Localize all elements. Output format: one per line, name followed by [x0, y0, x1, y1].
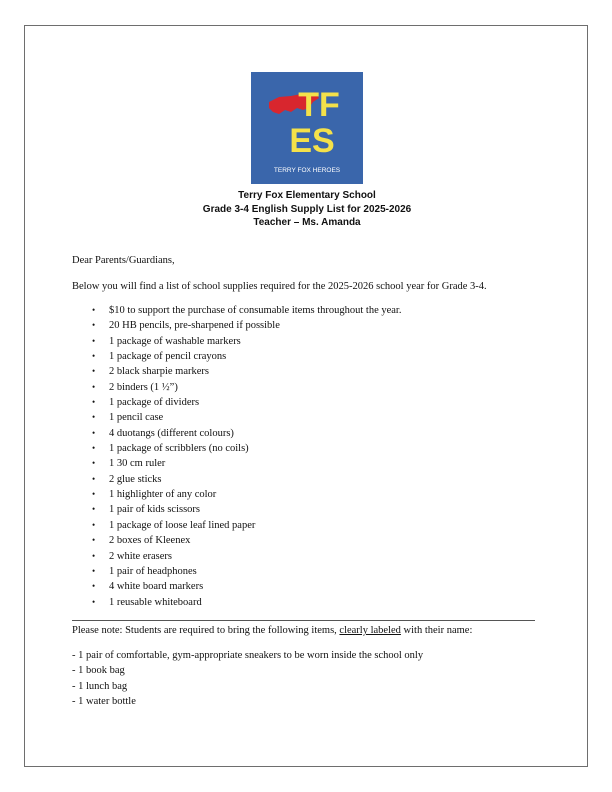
bullet-icon: •: [92, 320, 96, 331]
bullet-icon: •: [92, 550, 96, 561]
supply-item: [72, 303, 401, 318]
supply-item: [72, 549, 401, 564]
supply-item-text: 1 package of loose leaf lined paper: [109, 519, 256, 531]
list-title: Grade 3-4 English Supply List for 2025-2026: [202, 203, 412, 215]
required-item: - 1 water bottle: [72, 695, 136, 707]
supply-item-text: 2 black sharpie markers: [109, 366, 210, 378]
supply-item: [72, 380, 401, 395]
school-logo: [251, 72, 363, 184]
required-item: - 1 pair of comfortable, gym-appropriate sneakers to be worn inside the school only: [72, 650, 424, 661]
supply-item: [72, 364, 401, 379]
supply-item-text: 1 package of pencil crayons: [109, 351, 227, 363]
bullet-icon: •: [92, 565, 96, 576]
intro-paragraph: Below you will find a list of school supplies required for the 2025-2026 school year for Grade 3-4.: [72, 281, 487, 292]
divider-line: [72, 620, 535, 621]
supply-item-text: 2 binders (1 ½”): [109, 381, 178, 393]
supply-item: [72, 487, 401, 502]
supply-item: [72, 564, 401, 579]
bullet-icon: •: [92, 535, 96, 546]
supply-item: [72, 533, 401, 548]
supply-item: [72, 318, 401, 333]
supply-item-text: 1 package of washable markers: [109, 335, 241, 347]
bullet-icon: •: [92, 397, 96, 408]
logo-letters-bottom: ES: [289, 122, 335, 160]
supply-item: [72, 456, 401, 471]
supply-item: [72, 502, 401, 517]
supplies-list: [72, 303, 401, 610]
required-item: - 1 lunch bag: [72, 680, 128, 692]
supply-item: [72, 349, 401, 364]
supply-item: [72, 595, 401, 610]
required-items-list: [72, 648, 423, 709]
note-prefix: Please note: Students are required to bring the following items,: [72, 625, 340, 636]
note-paragraph: [72, 624, 472, 637]
bullet-icon: •: [92, 305, 96, 315]
document-page: [24, 25, 588, 767]
greeting: Dear Parents/Guardians,: [72, 255, 175, 266]
bullet-icon: •: [92, 366, 96, 377]
note-suffix: with their name:: [400, 625, 473, 636]
bullet-icon: •: [92, 351, 96, 362]
supply-item-text: 1 30 cm ruler: [109, 458, 166, 470]
teacher-name: Teacher – Ms. Amanda: [253, 217, 361, 228]
school-logo-graphic: [251, 72, 363, 184]
bullet-icon: •: [92, 443, 96, 454]
bullet-icon: •: [92, 504, 96, 515]
supply-item-text: $10 to support the purchase of consumable items throughout the year.: [109, 305, 402, 316]
supply-item: [72, 579, 401, 594]
supply-item: [72, 441, 401, 456]
bullet-icon: •: [92, 381, 96, 392]
required-item: - 1 book bag: [72, 665, 125, 677]
supply-item-text: 2 boxes of Kleenex: [109, 535, 191, 547]
supply-item-text: 1 package of scribblers (no coils): [109, 443, 249, 455]
supply-item: [72, 395, 401, 410]
bullet-icon: •: [92, 335, 96, 346]
supply-item-text: 1 highlighter of any color: [109, 489, 217, 501]
supply-item: [72, 334, 401, 349]
supply-item: [72, 518, 401, 533]
bullet-icon: •: [92, 489, 96, 500]
supply-item-text: 20 HB pencils, pre-sharpened if possible: [109, 320, 280, 332]
supply-item-text: 1 pair of headphones: [109, 565, 197, 577]
bullet-icon: •: [92, 519, 96, 530]
supply-item: [72, 472, 401, 487]
school-name: Terry Fox Elementary School: [238, 190, 376, 201]
supply-item: [72, 410, 401, 425]
supply-item-text: 1 pencil case: [109, 412, 164, 424]
bullet-icon: •: [92, 458, 96, 469]
supply-item-text: 1 package of dividers: [109, 397, 200, 409]
logo-tagline: TERRY FOX HEROES: [273, 167, 341, 174]
bullet-icon: •: [92, 412, 96, 423]
logo-letters-top: TF: [298, 86, 340, 124]
supply-item-text: 1 reusable whiteboard: [109, 596, 202, 608]
bullet-icon: •: [92, 473, 96, 484]
supply-item-text: 2 glue sticks: [109, 473, 162, 485]
supply-item-text: 4 duotangs (different colours): [109, 427, 234, 439]
supply-item: [72, 426, 401, 441]
note-underlined: clearly labeled: [339, 625, 401, 636]
bullet-icon: •: [92, 427, 96, 438]
bullet-icon: •: [92, 581, 96, 592]
document-header: [25, 189, 589, 230]
supply-item-text: 4 white board markers: [109, 581, 204, 593]
supply-item-text: 2 white erasers: [109, 550, 172, 562]
bullet-icon: •: [92, 596, 96, 607]
supply-item-text: 1 pair of kids scissors: [109, 504, 200, 516]
